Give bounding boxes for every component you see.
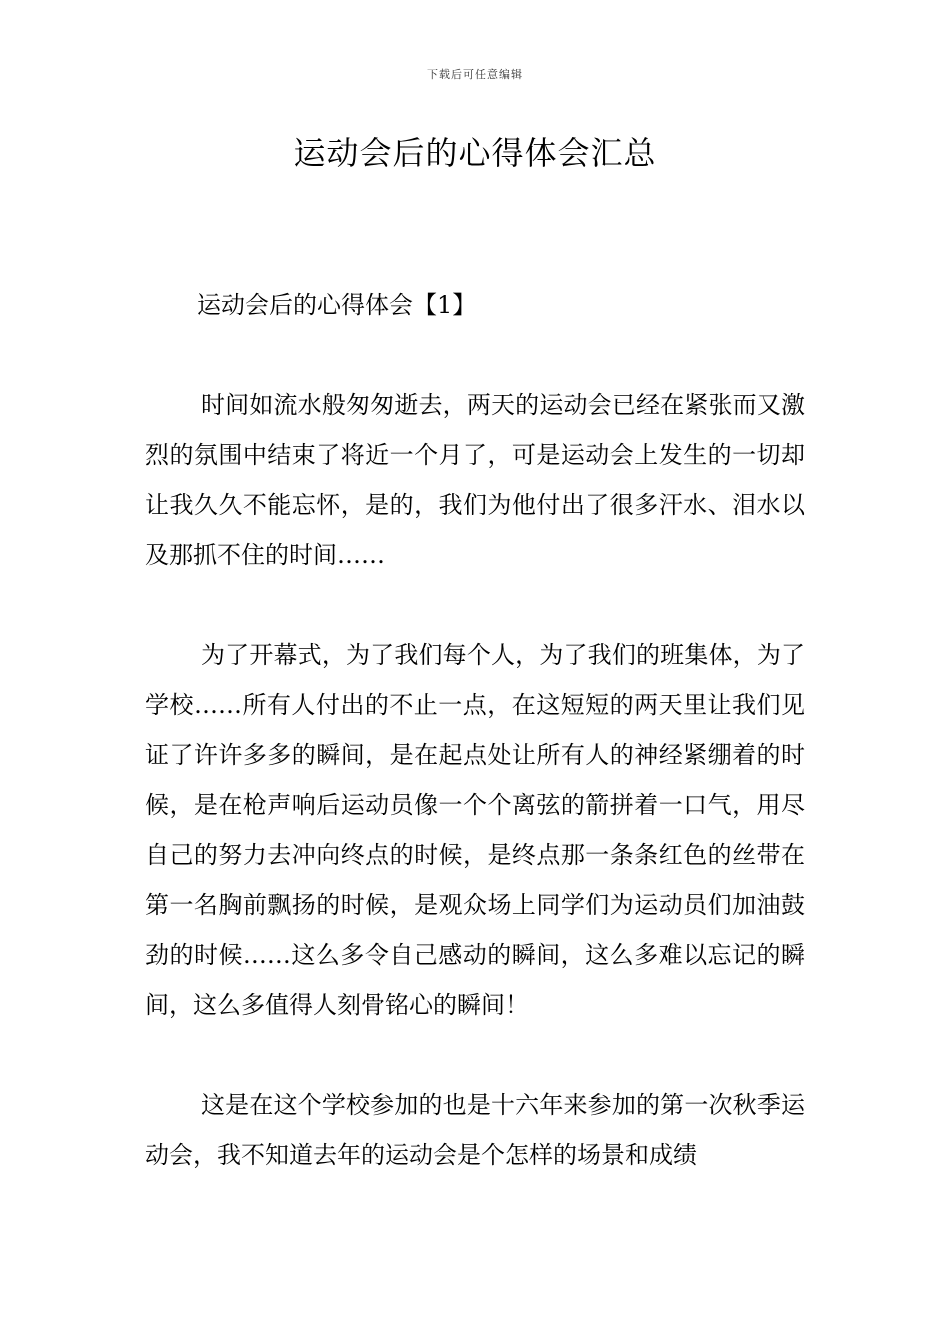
header-note: 下载后可任意编辑	[427, 68, 523, 81]
paragraph-1: 时间如流水般匆匆逝去，两天的运动会已经在紧张而又激烈的氛围中结束了将近一个月了，可是运动会上发生的一切却让我久久不能忘怀，是的，我们为他付出了很多汗水、泪水以及那抓不住的时间……	[145, 391, 805, 569]
section-heading: 运动会后的心得体会【1】	[197, 291, 477, 319]
paragraph-2: 为了开幕式，为了我们每个人，为了我们的班集体，为了学校……所有人付出的不止一点，在这短短的两天里让我们见证了许许多多的瞬间，是在起点处让所有人的神经紧绷着的时候，是在枪声响后运动员像一个个离弦的箭拼着一口气，用尽自己的努力去冲向终点的时候，是终点那一条条红色的丝带在第一名胸前飘扬的时候，是观众场上同学们为运动员们加油鼓劲的时候……这么多令自己感动的瞬间，这么多难以忘记的瞬间，这么多值得人刻骨铭心的瞬间！	[145, 641, 805, 1019]
document-title: 运动会后的心得体会汇总	[293, 134, 657, 172]
paragraph-3: 这是在这个学校参加的也是十六年来参加的第一次秋季运动会，我不知道去年的运动会是个怎样的场景和成绩	[145, 1091, 805, 1169]
document-body	[145, 280, 805, 1180]
